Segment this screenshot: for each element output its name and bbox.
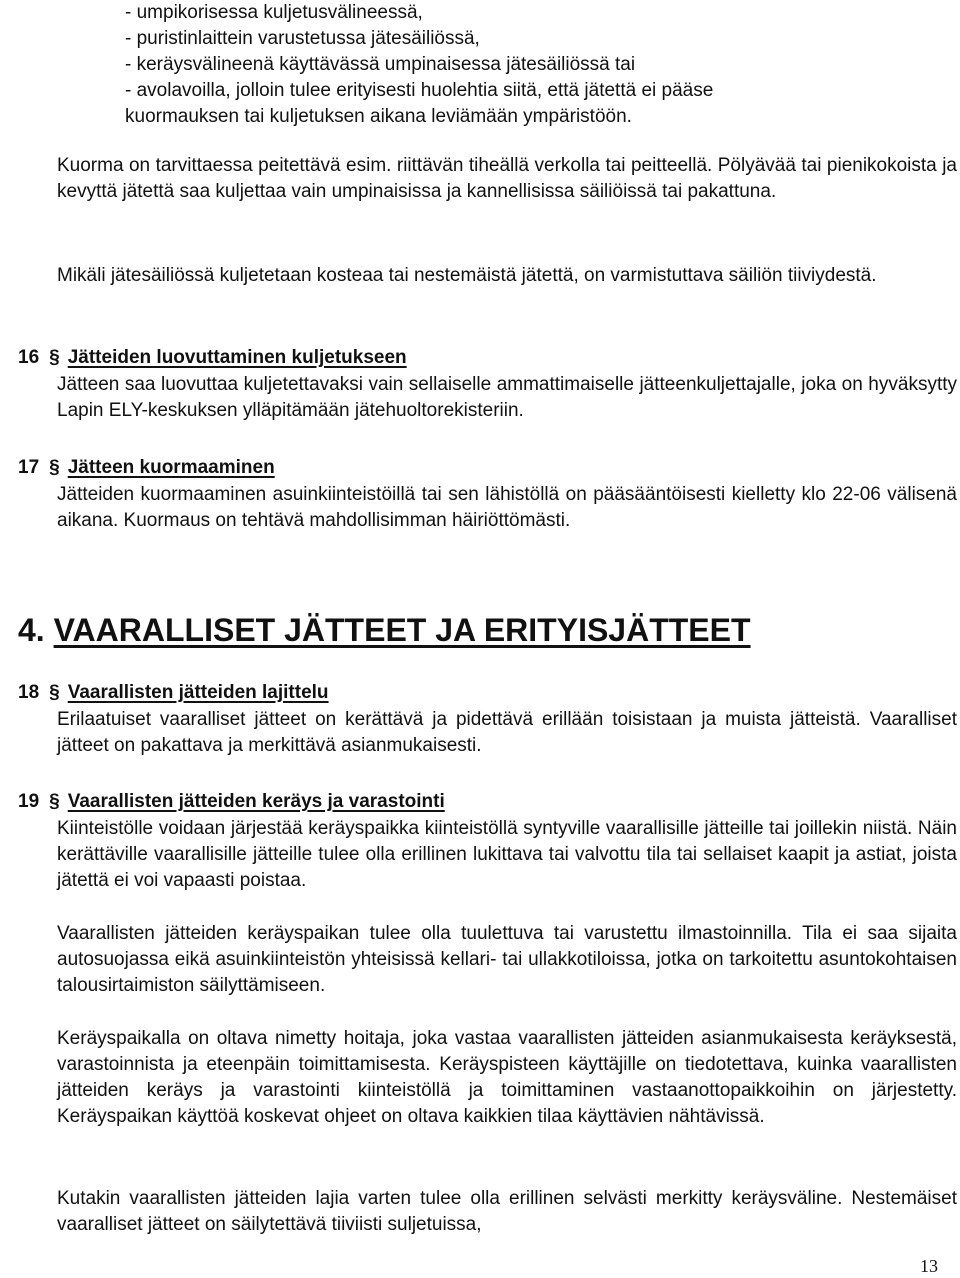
list-item: - umpikorisessa kuljetusvälineessä, <box>125 2 423 23</box>
page-number: 13 <box>920 1256 938 1276</box>
section-19-paragraph-4: Kutakin vaarallisten jätteiden lajia varten tulee olla erillinen selvästi merkitty keräysväline. Nestemäiset vaaralliset jätteet on säilytettävä tiiviisti suljetuissa, <box>57 1188 957 1235</box>
section-symbol: § <box>49 457 60 478</box>
chapter-heading <box>18 610 751 650</box>
section-title: Jätteiden luovuttaminen kuljetukseen <box>67 347 407 368</box>
list-item: - puristinlaittein varustetussa jätesäiliössä, <box>125 28 480 49</box>
section-title: Vaarallisten jätteiden lajittelu <box>67 682 329 703</box>
list-item-continuation: kuormauksen tai kuljetuksen aikana leviämään ympäristöön. <box>125 106 632 127</box>
section-19-heading <box>18 789 445 815</box>
section-18-heading <box>18 680 329 706</box>
chapter-title: VAARALLISET JÄTTEET JA ERITYISJÄTTEET <box>53 612 751 648</box>
section-number: 19 <box>18 791 40 812</box>
section-16-heading <box>18 345 407 371</box>
paragraph-moist: Mikäli jätesäiliössä kuljetetaan kosteaa tai nestemäistä jätettä, on varmistuttava säiliön tiiviydestä. <box>57 265 877 286</box>
section-17-body: Jätteiden kuormaaminen asuinkiinteistöillä tai sen lähistöllä on pääsääntöisesti kielletty klo 22-06 välisenä aikana. Kuormaus on tehtävä mahdollisimman häiriöttömästi. <box>57 484 957 531</box>
section-symbol: § <box>49 347 60 368</box>
section-title: Jätteen kuormaaminen <box>67 457 275 478</box>
section-number: 18 <box>18 682 40 703</box>
paragraph-cover: Kuorma on tarvittaessa peitettävä esim. riittävän tiheällä verkolla tai peitteellä. Pölyävää tai pienikokoista ja kevyttä jätettä saa kuljettaa vain umpinaisissa ja kannellisissa säiliöissä tai pakattuna. <box>57 155 957 202</box>
section-symbol: § <box>49 682 60 703</box>
chapter-number: 4. <box>18 612 45 648</box>
section-number: 17 <box>18 457 40 478</box>
list-item: - keräysvälineenä käyttävässä umpinaisessa jätesäiliössä tai <box>125 54 636 75</box>
section-title: Vaarallisten jätteiden keräys ja varastointi <box>67 791 445 812</box>
section-symbol: § <box>49 791 60 812</box>
section-17-heading <box>18 455 275 481</box>
section-number: 16 <box>18 347 40 368</box>
section-16-body: Jätteen saa luovuttaa kuljetettavaksi vain sellaiselle ammattimaiselle jätteenkuljettajalle, joka on hyväksytty Lapin ELY-keskuksen ylläpitämään jätehuoltorekisteriin. <box>57 374 957 421</box>
section-18-body: Erilaatuiset vaaralliset jätteet on kerättävä ja pidettävä erillään toisistaan ja muista jätteistä. Vaaralliset jätteet on pakattava ja merkittävä asianmukaisesti. <box>57 709 957 756</box>
section-19-paragraph-3: Keräyspaikalla on oltava nimetty hoitaja, joka vastaa vaarallisten jätteiden asianmukaisesta keräyksestä, varastoinnista ja eteenpäin toimittamisesta. Keräyspisteen käyttäjille on tiedotettava, kuinka vaarallisten jätteiden keräys ja varastointi kiinteistöllä ja toimittaminen vastaanottopaikkoihin on järjestetty. Keräyspaikan käyttöä koskevat ohjeet on oltava kaikkien tilaa käyttävien nähtävissä. <box>57 1028 957 1127</box>
section-19-paragraph-1: Kiinteistölle voidaan järjestää keräyspaikka kiinteistöllä syntyville vaarallisille jätteille tai joillekin niistä. Näin kerättäville vaarallisille jätteille tulee olla erillinen lukittava tai valvottu tila tai sellaiset kaapit ja astiat, joista jätettä ei voi vapaasti poistaa. <box>57 818 957 891</box>
section-19-paragraph-2: Vaarallisten jätteiden keräyspaikan tulee olla tuulettuva tai varustettu ilmastoinnilla. Tila ei saa sijaita autosuojassa eikä asuinkiinteistön yhteisissä kellari- tai ullakkotiloissa, jotka on tarkoitettu asuntokohtaisen talousirtaimiston säilyttämiseen. <box>57 923 957 996</box>
list-item: - avolavoilla, jolloin tulee erityisesti huolehtia siitä, että jätettä ei pääse <box>125 80 714 101</box>
